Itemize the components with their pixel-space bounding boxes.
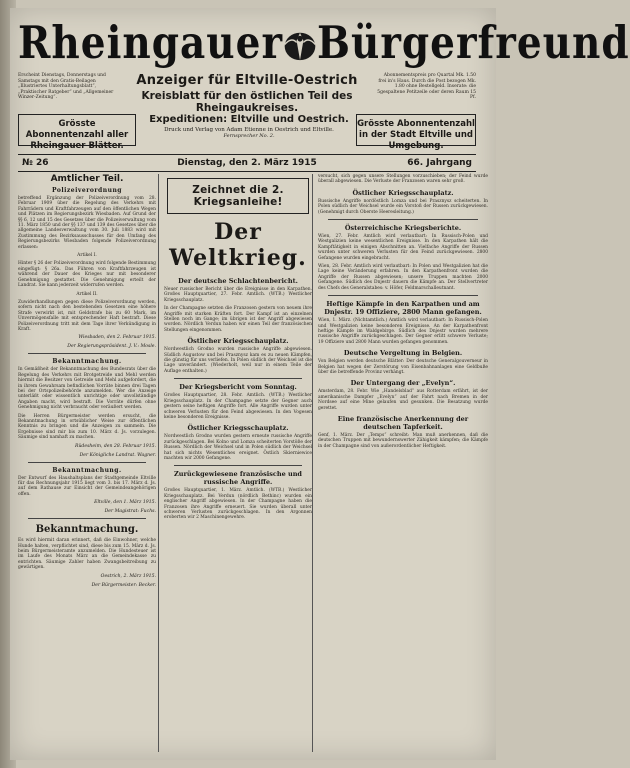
article-text: Von Belgien werden deutsche Blätter: Der deutsche Generalgouverneur in Belgien hat wegen der Zerstörung von Eisenbahnanlagen eine Geldbuße über die betreffende Provinz verhängt. bbox=[318, 359, 488, 375]
article-text: Großes Hauptquartier, 28. Febr. Amtlich. (WTB.) Westlicher Kriegsschauplatz. In der Champagne setzte der Gegner auch gestern seine heftigen Angriffe fort. Alle Angriffe wurden unter schweren Verlusten für den Feind abgewiesen. In den Vogesen keine besonderen Ereignisse. bbox=[164, 393, 312, 420]
article-text: Wien, 1. März. (Nichtamtlich.) Amtlich wird verlautbart: In Russisch-Polen und Westgalizien keine besonderen Ereignisse. An der Karpathenfront heftige Kämpfe im Waldgebirge. Südlich des Dnjestr wurden mehrere russische Angriffe zurückgeschlagen. Der Gegner erlitt schwere Verluste; 19 Offiziere und 2800 Mann wurden gefangen genommen. bbox=[318, 318, 488, 345]
title-right: Bürgerfreund bbox=[317, 16, 630, 70]
separator bbox=[328, 219, 478, 220]
eagle-emblem-icon bbox=[283, 27, 317, 66]
signature-name: Der Königliche Landrat. Wagner. bbox=[79, 452, 156, 458]
announcement-heading: Bekanntmachung. bbox=[35, 524, 139, 536]
report-heading: Eine französische Anerkennung der deutschen Tapferkeit. bbox=[337, 414, 469, 431]
separator bbox=[174, 378, 302, 379]
article-text: betreffend Ergänzung der Polizeiverordnung vom 28. Februar 1909 über die Regelung des Verkehrs mit Fahrrädern und Kraftfahrzeugen auf den öffentlichen Wegen und Plätzen im Regierungsbezirk Wiesbaden. Auf Grund der §§ 6, 12 und 15 des Gesetzes über die Polizeiverwaltung vom 11. März 1850 und der §§ 137 und 139 des Gesetzes über die allgemeine Landesverwaltung vom 30. Juli 1883 wird mit Zustimmung des Bezirksausschusses für den Umfang des Regierungsbezirks Wiesbaden folgende Polizeiverordnung erlassen: bbox=[18, 196, 156, 250]
expeditions-title: Expeditionen: Eltville und Oestrich. bbox=[149, 114, 349, 125]
war-bond-banner: Zeichnet die 2. Kriegsanleihe! bbox=[167, 178, 309, 214]
column-war-report bbox=[164, 174, 312, 754]
article-text: In der Champagne setzten die Franzosen gestern von neuem ihre Angriffe mit starken Kräften fort. Der Kampf ist an einzelnen Stellen noch im Gange; im übrigen ist der Angriff abgewiesen worden. Nördlich Verdun haben wir einen Teil der französischen Stellungen eingenommen. bbox=[164, 306, 312, 333]
volume-year: 66. Jahrgang bbox=[407, 158, 472, 168]
separator bbox=[28, 518, 146, 519]
dateline-bar bbox=[18, 154, 476, 172]
report-heading: Der Kriegsbericht vom Sonntag. bbox=[179, 383, 297, 392]
article-text: Es wird hiermit daran erinnert, daß die Einwohner, welche Hunde halten, verpflichtet sind, diese bis zum 15. März d. Js. beim Bürgermeisteramte anzumelden. Die Hundesteuer ist im Laufe des Monats März an die Gemeindekasse zu entrichten. Säumige Zahler haben Zwangsbeitreibung zu gewärtigen. bbox=[18, 538, 156, 571]
column-rule bbox=[158, 174, 159, 752]
signature-place: Oestrich, 2. März 1915. bbox=[100, 573, 156, 579]
article-label: Artikel II. bbox=[76, 291, 98, 297]
article-text: versucht, sich gegen unsere Stellungen vorzuschieben; der Feind wurde überall abgewiesen. Die Verluste der Franzosen waren sehr groß. bbox=[318, 174, 488, 185]
column-rule bbox=[312, 174, 313, 752]
article-text: Amsterdam, 28. Febr. Wie „Handelsblad“ aus Rotterdam erfährt, ist der amerikanische Dampfer „Evelyn“ auf der Fahrt nach Bremen in der Nordsee auf eine Mine gelaufen und gesunken. Die Besatzung wurde gerettet. bbox=[318, 389, 488, 411]
report-heading: Östlicher Kriegsschauplatz. bbox=[187, 424, 289, 433]
report-heading: Deutsche Vergeltung in Belgien. bbox=[343, 349, 463, 358]
masthead-title bbox=[18, 10, 630, 77]
issue-schedule-note: Erscheint Dienstags, Donnerstags und Samstags mit den Gratis-Beilagen „Illustriertes Unterhaltungsblatt“, „Praktischer Ratgeber“ und „Allgemeiner Winzer-Zeitung“. bbox=[18, 73, 114, 100]
article-text: Der Entwurf des Haushaltsplans der Stadtgemeinde Eltville für das Rechnungsjahr 1915 liegt vom 3. bis 17. März d. Js. auf dem Rathause zur Einsicht der Gemeindeangehörigen offen. bbox=[18, 475, 156, 497]
publisher-line: Druck und Verlag von Adam Etienne in Oestrich und Eltville. bbox=[164, 127, 334, 133]
subsection-heading: Bekanntmachung. bbox=[52, 466, 122, 474]
separator bbox=[28, 353, 146, 354]
signature-name: Der Magistrat: Fuchs. bbox=[104, 509, 156, 515]
circulation-box-left: Grösste Abonnentenzahl aller Rheingauer Blätter. bbox=[18, 114, 136, 146]
article-text: Genf, 1. März. Der „Temps“ schreibt: Man muß anerkennen, daß die deutschen Truppen mit bewundernswerter Zähigkeit kämpfen; die Kämpfe in der Champagne sind von außerordentlicher Heftigkeit. bbox=[318, 432, 488, 449]
circulation-box-right: Grösste Abonnentenzahl in der Stadt Eltville und Umgebung. bbox=[356, 114, 476, 146]
separator bbox=[28, 462, 146, 463]
kreisblatt-line: Kreisblatt für den östlichen Teil des Rheingaukreises. bbox=[141, 90, 353, 114]
separator bbox=[328, 295, 478, 296]
circulation-boxes bbox=[18, 114, 476, 150]
report-heading: Östlicher Kriegsschauplatz. bbox=[187, 337, 289, 346]
article-text: Zuwiderhandlungen gegen diese Polizeiverordnung werden, sofern nicht nach den bestehenden Gesetzen eine höhere Strafe verwirkt ist, mit Geldstrafe bis zu 60 Mark, im Unvermögensfalle mit entsprechender Haft bestraft. Diese Polizeiverordnung tritt mit dem Tage ihrer Verkündigung in Kraft. bbox=[18, 299, 156, 332]
issue-number: № 26 bbox=[22, 158, 49, 168]
masthead-subtitle-block bbox=[18, 73, 476, 114]
telephone-line: Fernsprecher No. 2. bbox=[223, 133, 275, 139]
section-heading: Amtlicher Teil. bbox=[50, 174, 124, 184]
report-heading: Heftige Kämpfe in den Karpathen und am Dnjestr. 19 Offiziere, 2800 Mann gefangen. bbox=[324, 300, 482, 317]
article-text: Großes Hauptquartier, 1. März. Amtlich. (WTB.) Westlicher Kriegsschauplatz. Bei Verdun (nördlich Bethinc) wurden ein englischer Angriff abgewiesen. In der Champagne haben die Franzosen ihre Angriffe erneuert. Sie wurden überall unter schweren Verlusten zurückgeschlagen. In den Argonnen eroberten wir 2 Maschinengewehre. bbox=[164, 488, 312, 521]
title-left: Rheingauer bbox=[18, 16, 284, 70]
subtitle-center bbox=[122, 73, 372, 114]
war-headline: Der Weltkrieg. bbox=[169, 219, 307, 271]
subtitle: Anzeiger für Eltville-Oestrich bbox=[136, 73, 358, 88]
article-text: Hinter § 26 der Polizeiverordnung wird folgende Bestimmung eingefügt: § 26a. Das Führen von Kraftfahrzeugen ist während der Dauer des Krieges nur mit besonderer Genehmigung gestattet. Die Genehmigung erteilt der Landrat. Sie kann jederzeit widerrufen werden. bbox=[18, 261, 156, 289]
article-text: Die Herren Bürgermeister werden ersucht, die Bekanntmachung in ortsüblicher Weise zur öffentlichen Kenntnis zu bringen und die Anzeigen zu sammeln. Die Ergebnisse sind mir bis zum 10. März d. Js. vorzulegen. Säumige sind namhaft zu machen. bbox=[18, 413, 156, 441]
price-note: Abonnementspreis pro Quartal Mk. 1.50 frei in's Haus. Durch die Post bezogen Mk. 1.80 ohne Bestellgeld. Inserate: die 5gespaltene Petitzeile oder deren Raum 15 Pf. bbox=[377, 73, 476, 100]
expeditions-block bbox=[142, 114, 356, 139]
article-text: Neuer russischer Bericht über die Ereignisse in den Karpathen. Großes Hauptquartier, 27. Febr. Amtlich. (WTB.) Westlicher Kriegsschauplatz. bbox=[164, 287, 312, 303]
subsection-heading: Polizeiverordnung bbox=[51, 187, 123, 194]
signature-name: Der Bürgermeister: Becker. bbox=[91, 582, 156, 588]
report-heading: Östlicher Kriegsschauplatz. bbox=[352, 188, 454, 197]
signature-place: Wiesbaden, den 2. Februar 1915. bbox=[78, 335, 156, 341]
report-heading: Zurückgewiesene französische und russische Angriffe. bbox=[174, 470, 302, 487]
article-text: Nordwestlich Grodno wurden gestern erneute russische Angriffe zurückgeschlagen. Bei Kolno und Lomza scheiterten Vorstöße der Russen. Nördlich der Weichsel und in Polen südlich der Weichsel hat sich nichts Wesentliches ereignet. Östlich Skierniewice machten wir 2000 Gefangene. bbox=[164, 434, 312, 461]
article-text: Wien, 28. Febr. Amtlich wird verlautbart: In Polen und Westgalizien hat die Lage keine Veränderung erfahren. In den Karpathenfront wurden die Angriffe der Russen abgewiesen; unsere Truppen machten 2000 Gefangene. Südlich des Dnjestr dauern die Kämpfe an. Der Stellvertreter des Chefs des Generalstabes: v. Höfer, Feldmarschalleutnant. bbox=[318, 264, 488, 291]
column-official bbox=[18, 174, 156, 754]
column-news bbox=[318, 174, 488, 754]
signature-name: Der Regierungspräsident. J. V.: Mosle. bbox=[67, 344, 156, 350]
article-text: Russische Angriffe nordöstlich Lomza und bei Prasznysz scheiterten. In Polen südlich der Weichsel wurde ein Vorstoß der Russen zurückgewiesen. (Genehmigt durch Oberste Heeresleitung.) bbox=[318, 198, 488, 215]
article-label: Artikel I. bbox=[77, 253, 97, 259]
report-heading: Der Untergang der „Evelyn“. bbox=[350, 379, 456, 388]
report-heading: Österreichische Kriegsberichte. bbox=[344, 224, 462, 233]
signature-place: Eltville, den 1. März 1915. bbox=[94, 500, 156, 506]
subsection-heading: Bekanntmachung. bbox=[52, 358, 122, 366]
masthead bbox=[18, 14, 630, 72]
issue-date: Dienstag, den 2. März 1915 bbox=[177, 158, 317, 168]
signature-place: Rüdesheim, den 28. Februar 1915. bbox=[75, 443, 156, 449]
separator bbox=[174, 465, 302, 466]
newspaper-page bbox=[10, 8, 630, 760]
report-heading: Der deutsche Schlachtenbericht. bbox=[178, 277, 298, 285]
article-text: Wien, 27. Febr. Amtlich wird verlautbart: In Russisch-Polen und Westgalizien keine wesentlichen Ereignisse. In den Karpathen hält die Kampftätigkeit in einigen Abschnitten an. Vielfache Angriffe der Russen wurden unter schweren Verlusten für den Feind zurückgewiesen. 2800 Gefangene wurden eingebracht. bbox=[318, 234, 488, 261]
article-text: Nordwestlich Grodno wurden russische Angriffe abgewiesen. Südlich Augustow und bei Prasznysz kam es zu neuen Kämpfen, die günstig für uns verliefen. In Polen südlich der Weichsel ist die Lage unverändert. (Wiederholt, weil nur in einem Teile der Auflage enthalten.) bbox=[164, 347, 312, 374]
article-text: In Gemäßheit der Bekanntmachung des Bundesrats über die Regelung des Verkehrs mit Brotgetreide und Mehl werden hiermit die Besitzer von Getreide und Mehl aufgefordert, die in ihrem Gewahrsam befindlichen Vorräte binnen drei Tagen bei der Ortspolizeibehörde anzumelden. Wer die Anzeige unterläßt oder wissentlich unrichtige oder unvollständige Angaben macht, wird bestraft. Die Vorräte dürfen ohne Genehmigung nicht verbraucht oder veräußert werden. bbox=[18, 367, 156, 411]
